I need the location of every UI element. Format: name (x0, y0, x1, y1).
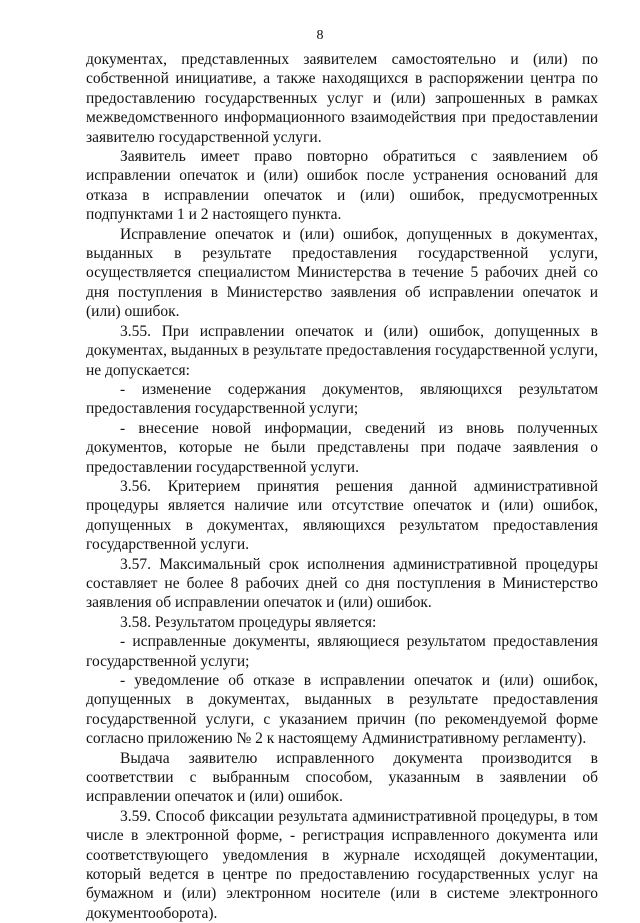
paragraph-3-59: 3.59. Способ фиксации результата административной процедуры, в том числе в электронной форме, - регистрация исправленного документа или соответствующего уведомления в журнале исходящей документации, который ведется в центре по предоставлению государственных услуг на бумажном и (или) электронном носителе (или в системе электронного документооборота). (86, 807, 598, 922)
paragraph-3-57: 3.57. Максимальный срок исполнения административной процедуры составляет не более 8 рабочих дней со дня поступления в Министерство заявления об исправлении опечаток и (или) ошибок. (86, 555, 598, 612)
paragraph-3-58: 3.58. Результатом процедуры является: (120, 613, 377, 631)
list-item-corrected-documents: - исправленные документы, являющиеся результатом предоставления государственной услуги; (86, 633, 598, 670)
page-number: 8 (316, 28, 324, 43)
paragraph-document-issuance: Выдача заявителю исправленного документа производится в соответствии с выбранным способом, указанным в заявлении об исправлении опечаток и (или) ошибок. (86, 749, 598, 806)
paragraph-3-56: 3.56. Критерием принятия решения данной административной процедуры является наличие или отсутствие опечаток и (или) ошибок, допущенных в документах, являющихся результатом предоставления государственной услуги. (86, 477, 598, 554)
paragraph-correction-term: Исправление опечаток и (или) ошибок, допущенных в документах, выданных в результате предоставления государственной услуги, осуществляется специалистом Министерства в течение 5 рабочих дней со дня поступления в Министерство заявления об исправлении опечаток и (или) ошибок. (86, 225, 598, 321)
document-body (86, 50, 598, 923)
list-item-content-change: - изменение содержания документов, являющихся результатом предоставления государственной услуги; (86, 380, 598, 418)
paragraph-continuation: документах, представленных заявителем самостоятельно и (или) по собственной инициативе, а также находящихся в распоряжении центра по предоставлению государственных услуг и (или) запрошенных в рамках межведомственного информационного взаимодействия при предоставлении заявителю государственной услуги. (86, 51, 598, 146)
paragraph-reapplication-right: Заявитель имеет право повторно обратиться с заявлением об исправлении опечаток и (или) ошибок после устранения оснований для отказа в исправлении опечаток и (или) ошибок, предусмотренных подпунктами 1 и 2 настоящего пункта. (86, 148, 598, 224)
paragraph-3-55: 3.55. При исправлении опечаток и (или) ошибок, допущенных в документах, выданных в результате предоставления государственной услуги, не допускается: (86, 322, 598, 379)
list-item-refusal-notice: - уведомление об отказе в исправлении опечаток и (или) ошибок, допущенных в документах, выданных в результате предоставления государственной услуги, с указанием причин (по рекомендуемой форме согласно приложению № 2 к настоящему Административному регламенту). (86, 672, 598, 748)
list-item-new-information: - внесение новой информации, сведений из вновь полученных документов, которые не были представлены при подаче заявления о предоставлении государственной услуги. (86, 419, 598, 476)
